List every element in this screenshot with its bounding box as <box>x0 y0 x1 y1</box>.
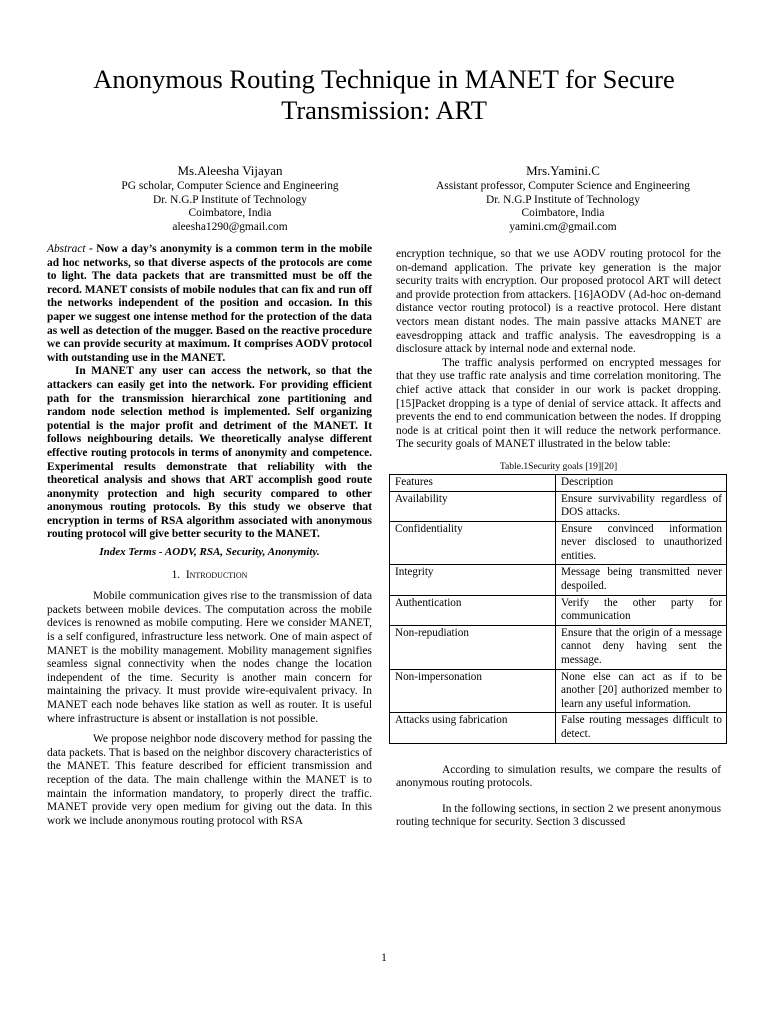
table-row <box>390 669 727 713</box>
right-column <box>396 248 721 830</box>
simulation-paragraph: According to simulation results, we compare the results of anonymous routing protocols. <box>396 763 721 790</box>
author-block-1 <box>60 162 400 234</box>
table-row <box>390 521 727 565</box>
author-institute: Dr. N.G.P Institute of Technology <box>486 193 640 206</box>
table-row <box>390 565 727 595</box>
intro-paragraph-1: Mobile communication gives rise to the transmission of data packets between mobile devices. The computation across the mobile devices is renowned as mobile computing. Here we consider MANET, is a self configured, infrastructure less network. One of main aspect of MANET is the mobility management. Mobility management signifies seamless signal connectivity when the nodes change the location independent of the time. Security is another main concern for maintaining the privacy. It must provide wire-equivalent privacy. In MANET each node behaves like station as well as router. It is useful where infrastructure is absent or installation is not possible. <box>47 590 372 725</box>
author-block-2 <box>393 162 733 234</box>
intro-paragraph-2: We propose neighbor node discovery method for passing the data packets. That is based on the neighbor discovery characteristics of the MANET. This feature described for efficient transmission and reception of the data. The main challenge within the MANET is to maintain the information mandatory, to properly direct the traffic. MANET provide very open medium for giving out the data. In this work we include anonymous routing protocol with RSA <box>47 733 372 827</box>
table-cell: Verify the other party for communication <box>556 595 727 625</box>
author-name: Mrs.Yamini.C <box>526 163 600 178</box>
body-paragraph-traffic: The traffic analysis performed on encrypted messages for that they use traffic rate analysis and time correlation monitoring. The chief active attack that consider in our work is packet dropping. [15]Packet dropping is a type of denial of service attack. It affects and prevents the end to end communication between the nodes. If dropping node is at critical point then it will reduce the network performance. The security goals of MANET illustrated in the below table: <box>396 356 721 451</box>
table-header-row <box>390 474 727 491</box>
table-header-cell: Features <box>390 474 556 491</box>
table-cell: False routing messages difficult to detect. <box>556 713 727 743</box>
author-affiliation: Assistant professor, Computer Science and Engineering <box>436 180 690 192</box>
table-cell: Message being transmitted never despoiled. <box>556 565 727 595</box>
abstract-paragraph <box>47 243 372 365</box>
table-cell: Integrity <box>390 565 556 595</box>
author-name: Ms.Aleesha Vijayan <box>177 163 283 178</box>
table-cell: Confidentiality <box>390 521 556 565</box>
table-cell: Authentication <box>390 595 556 625</box>
author-location: Coimbatore, India <box>521 207 605 220</box>
security-goals-table <box>389 474 727 744</box>
table-caption: Table.1Security goals [19][20] <box>499 460 618 472</box>
table-cell: None else can act as if to be another [20] authorized member to learn any useful information. <box>556 669 727 713</box>
table-cell: Non-repudiation <box>390 625 556 669</box>
author-email: yamini.cm@gmail.com <box>509 220 617 233</box>
table-row <box>390 713 727 743</box>
sections-paragraph: In the following sections, in section 2 we present anonymous routing technique for security. Section 3 discussed <box>396 802 721 829</box>
table-cell: Ensure survivability regardless of DOS attacks. <box>556 491 727 521</box>
table-header-cell: Description <box>556 474 727 491</box>
table-row <box>390 595 727 625</box>
table-row <box>390 491 727 521</box>
table-cell: Ensure that the origin of a message cannot deny having sent the message. <box>556 625 727 669</box>
author-institute: Dr. N.G.P Institute of Technology <box>153 193 307 206</box>
abstract-dash: - <box>85 243 97 255</box>
table-cell: Attacks using fabrication <box>390 713 556 743</box>
body-paragraph-continued: encryption technique, so that we use AODV routing protocol for the on-demand application. The private key generation is the major security traits with encryption. Our proposed protocol ART will detect and provide protection from attackers. [16]AODV (Ad-hoc on-demand distance vector routing protocol) is a reactive protocol. Here distant vectors mean distant nodes. The main passive attacks MANET are eavesdropping attack and traffic analysis. The eavesdropping is a disclosure attack by internal node and external node. <box>396 248 721 356</box>
abstract-paragraph-2: In MANET any user can access the network, so that the attackers can easily get into the network. For providing efficient path for the transmission hierarchical zone partitioning and random node selection method is implemented. Self organizing potential is the major profit and detriment of the MANET. It follows neighbouring details. We theoretically analyse different effective routing protocols in terms of anonymity and competence. Experimental results demonstrate that reliability with the theoretical analysis and shows that ART accomplish good route anonymity protection and high security compared to other anonymous routing protocols. By this study we observe that encryption in terms of RSA algorithm associated with anonymous routing protocol will give better security to the MANET. <box>47 365 372 541</box>
table-cell: Ensure convinced information never disclosed to unauthorized entities. <box>556 521 727 565</box>
author-location: Coimbatore, India <box>188 207 272 220</box>
section-heading-introduction: 1. Introduction <box>171 568 248 581</box>
paper-title: Anonymous Routing Technique in MANET for Secure Transmission: ART <box>93 64 675 125</box>
table-row <box>390 625 727 669</box>
index-terms: Index Terms - AODV, RSA, Security, Anonymity. <box>99 546 320 559</box>
table-cell: Availability <box>390 491 556 521</box>
abstract-text: Now a day’s anonymity is a common term in the mobile ad hoc networks, so that diverse aspects of the protocols are come to light. The data packets that are transmitted must be off the record. MANET consists of mobile nodules that can fix and run off the networks independent of the position and occasion. In this paper we suggest one intense method for the protection of the data as well as detection of the mugger. Based on the reactive procedure we can provide security at maximum. It comprises AODV protocol with outstanding use in the MANET. <box>47 243 372 364</box>
author-email: aleesha1290@gmail.com <box>172 220 288 233</box>
page-number: 1 <box>381 952 387 964</box>
table-cell: Non-impersonation <box>390 669 556 713</box>
author-affiliation: PG scholar, Computer Science and Engineering <box>121 180 339 192</box>
left-column <box>47 243 372 828</box>
abstract-label: Abstract <box>47 243 86 255</box>
